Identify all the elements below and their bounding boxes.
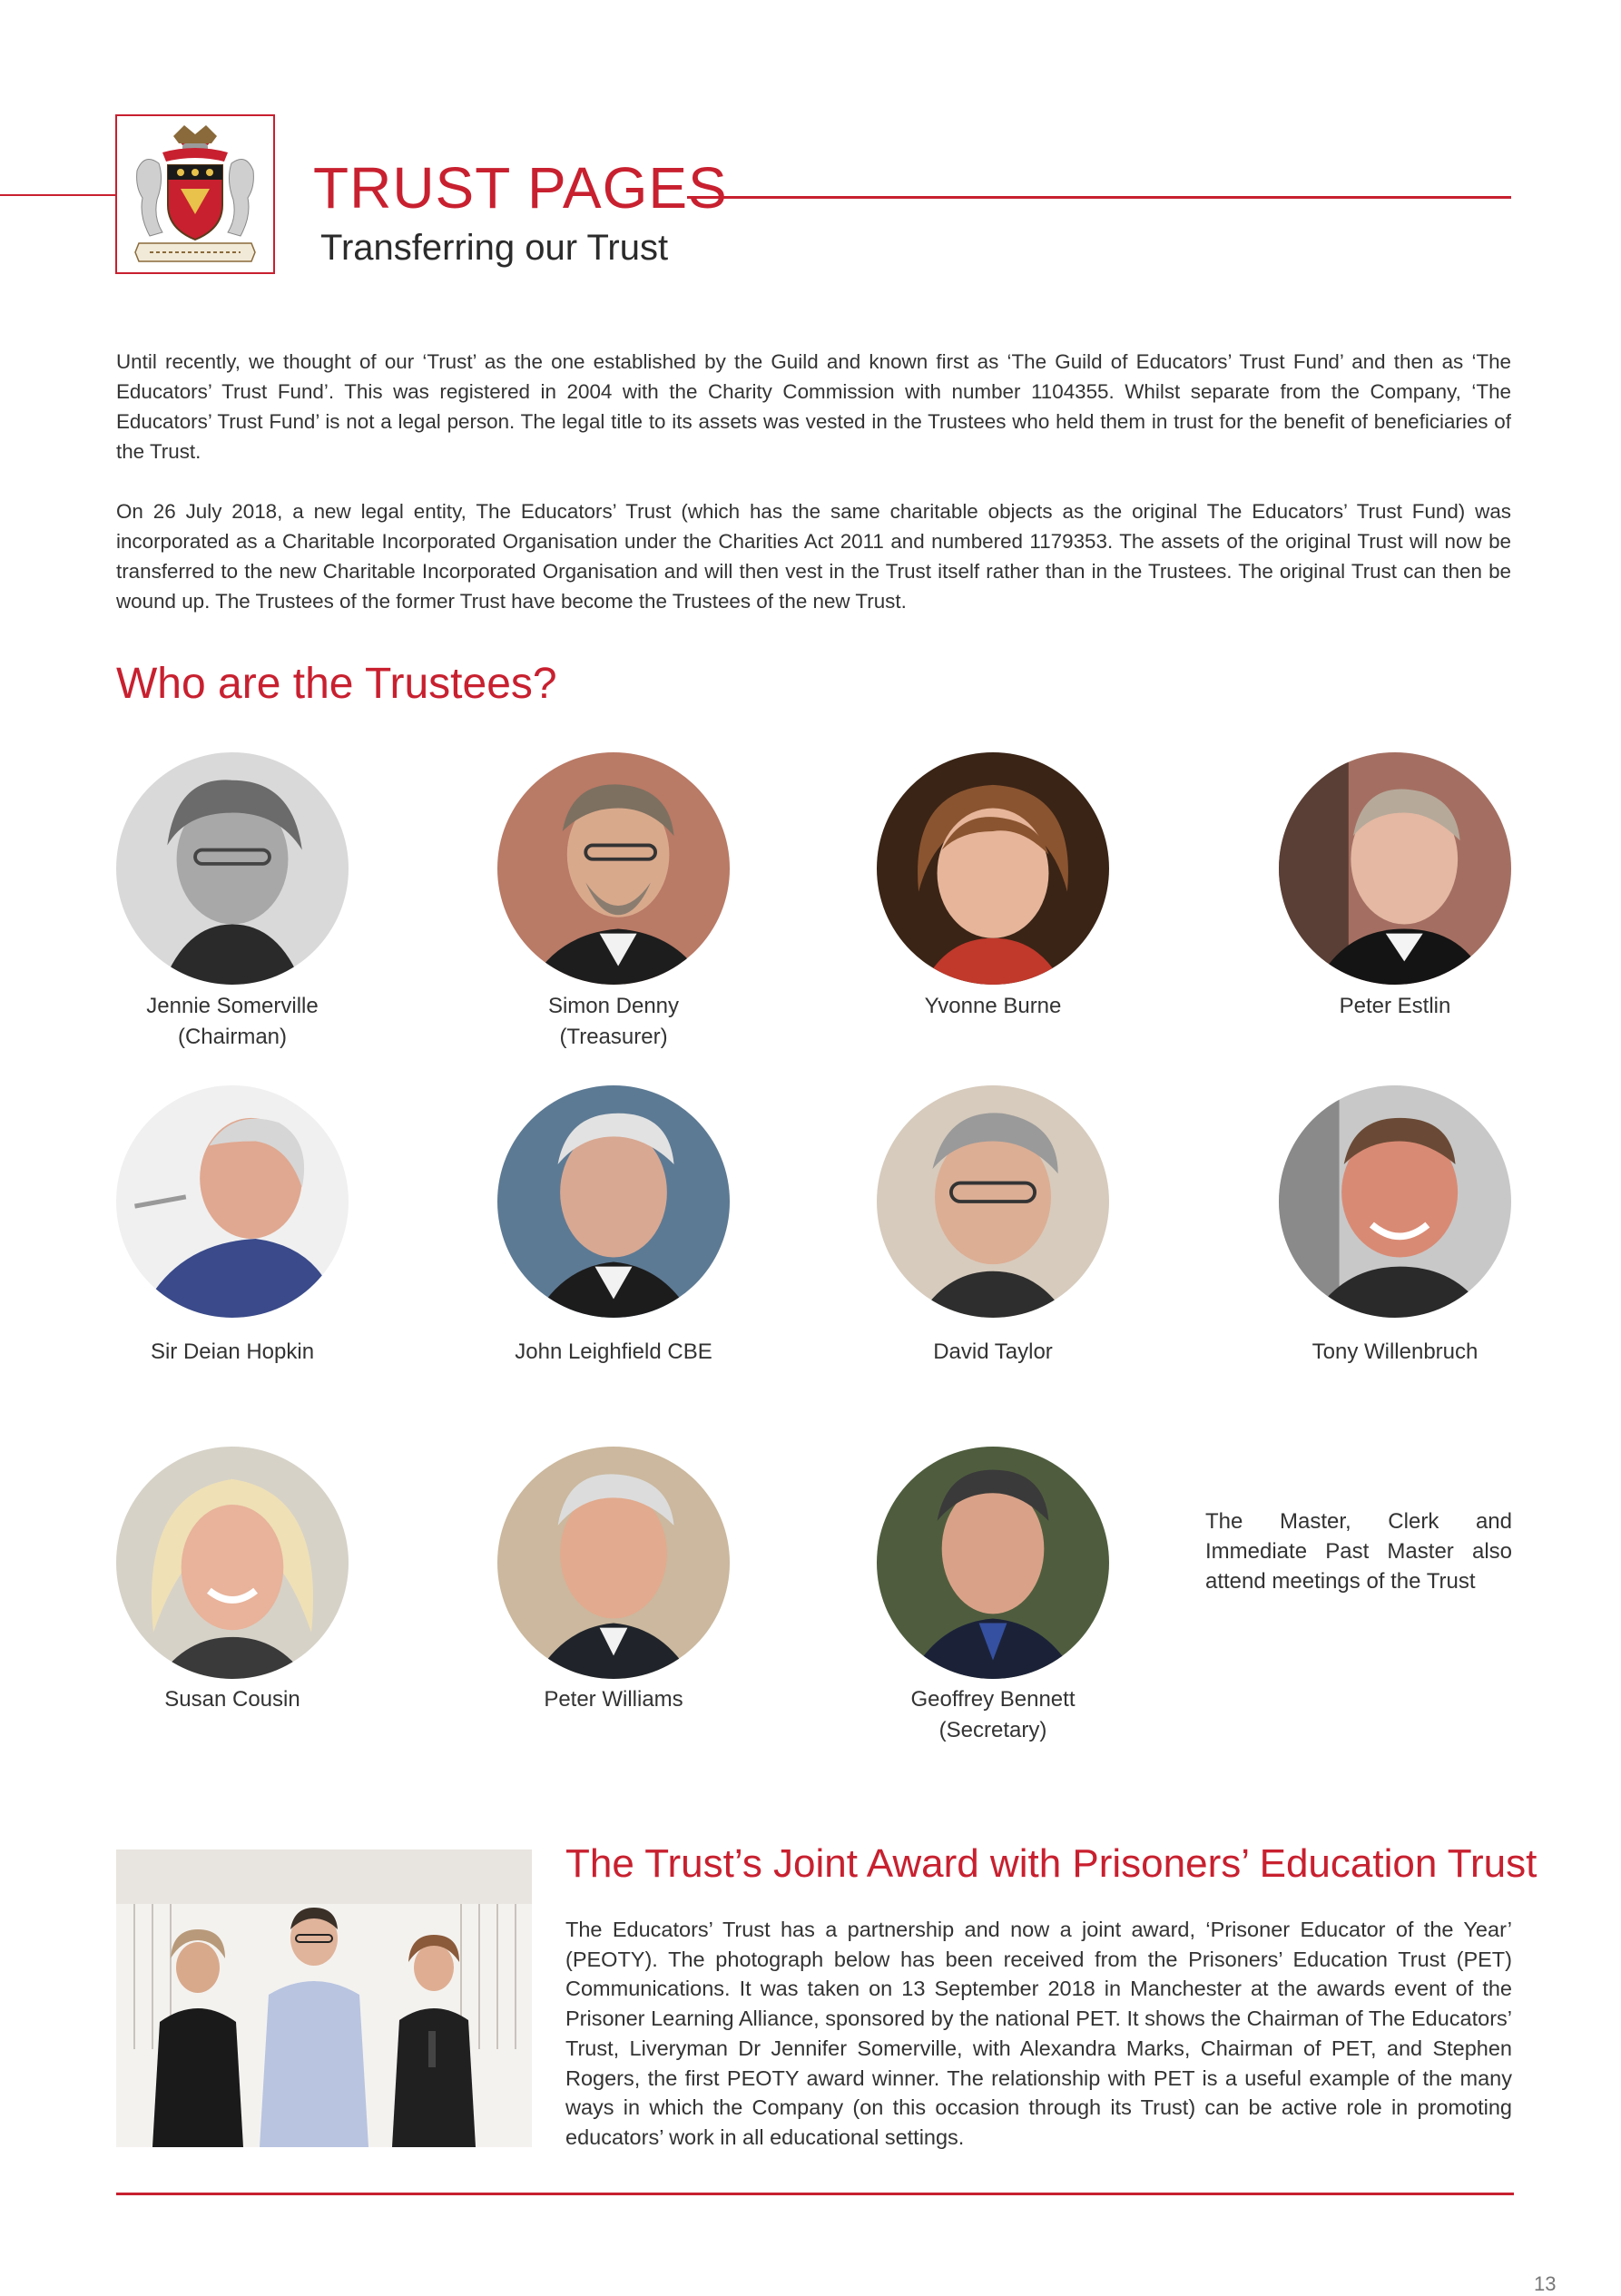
page-title: TRUST PAGES xyxy=(313,155,728,221)
award-heading: The Trust’s Joint Award with Prisoners’ Education Trust xyxy=(565,1841,1537,1886)
trustee-portrait xyxy=(116,752,349,985)
trustee-portrait xyxy=(877,1085,1109,1318)
award-text: The Educators’ Trust has a partnership and now a joint award, ‘Prisoner Educator of the Year’ (PEOTY). The photograph below has been received from the Prisoners’ Education Trust (PET) Communications. It was taken on 13 September 2018 in Manchester at the awards event of the Prisoner Learning Alliance, sponsored by the national PET. It shows the Chairman of The Educators’ Trust, Liveryman Dr Jennifer Somerville, with Alexandra Marks, Chairman of PET, and Stephen Rogers, the first PEOTY award winner. The relationship with PET is a useful example of the many ways in which the Company (on this occasion through its Trust) can be active role in promoting educators’ work in all educational settings. xyxy=(565,1918,1512,2149)
trustee-role: (Secretary) xyxy=(938,1718,1047,1742)
trustee-portrait xyxy=(116,1085,349,1318)
trustee-name: Jennie Somerville xyxy=(146,994,319,1018)
trustee-name: Peter Estlin xyxy=(1339,994,1451,1018)
coat-of-arms-icon xyxy=(117,116,273,272)
trustee-name: Yvonne Burne xyxy=(924,994,1062,1018)
trustee-portrait xyxy=(497,752,730,985)
trustee-name: Susan Cousin xyxy=(164,1687,300,1712)
trustees-note: The Master, Clerk and Immediate Past Master also attend meetings of the Trust xyxy=(1205,1509,1512,1594)
trustee-portrait xyxy=(116,1447,349,1679)
trustee-portrait xyxy=(1279,1085,1511,1318)
trustee-portrait xyxy=(877,752,1109,985)
trustee-portrait xyxy=(497,1447,730,1679)
intro-paragraph-2: On 26 July 2018, a new legal entity, The Educators’ Trust (which has the same charitable objects as the original The Educators’ Trust Fund) was incorporated as a Charitable Incorporated Organisation under the Charities Act 2011 and numbered 1179353. The assets of the original Trust will now be transferred to the new Charitable Incorporated Organisation and will then vest in the Trust itself rather than in the Trustees. The original Trust can then be wound up. The Trustees of the former Trust have become the Trustees of the new Trust. xyxy=(116,500,1511,613)
page-number: 13 xyxy=(1534,2272,1557,2295)
trustee-name: Sir Deian Hopkin xyxy=(150,1339,315,1364)
trustee-name: Tony Willenbruch xyxy=(1312,1339,1479,1364)
header-rule-right xyxy=(687,196,1511,199)
trustee-role: (Chairman) xyxy=(177,1025,288,1049)
trustee-role: (Treasurer) xyxy=(559,1025,668,1049)
trustee-name: Geoffrey Bennett xyxy=(910,1687,1076,1712)
crest-frame xyxy=(115,114,275,274)
trustee-name: John Leighfield CBE xyxy=(515,1339,712,1364)
trustees-heading: Who are the Trustees? xyxy=(116,660,557,708)
trustee-name: Peter Williams xyxy=(544,1687,683,1712)
trustee-portrait xyxy=(497,1085,730,1318)
page-subtitle: Transferring our Trust xyxy=(320,228,669,268)
trustee-portrait xyxy=(877,1447,1109,1679)
intro-paragraph-1: Until recently, we thought of our ‘Trust’ as the one established by the Guild and known first as ‘The Guild of Educators’ Trust Fund’ and then as ‘The Educators’ Trust Fund’. This was registered in 2004 with the Charity Commission with number 1104355. Whilst separate from the Company, ‘The Educators’ Trust Fund’ is not a legal person. The legal title to its assets was vested in the Trustees who held them in trust for the benefit of beneficiaries of the Trust. xyxy=(116,350,1511,463)
header-rule-left xyxy=(0,194,116,196)
footer-rule xyxy=(116,2193,1514,2195)
trustee-portrait xyxy=(1279,752,1511,985)
award-photo xyxy=(116,1850,532,2147)
trustee-name: David Taylor xyxy=(933,1339,1053,1364)
trustee-name: Simon Denny xyxy=(547,994,680,1018)
